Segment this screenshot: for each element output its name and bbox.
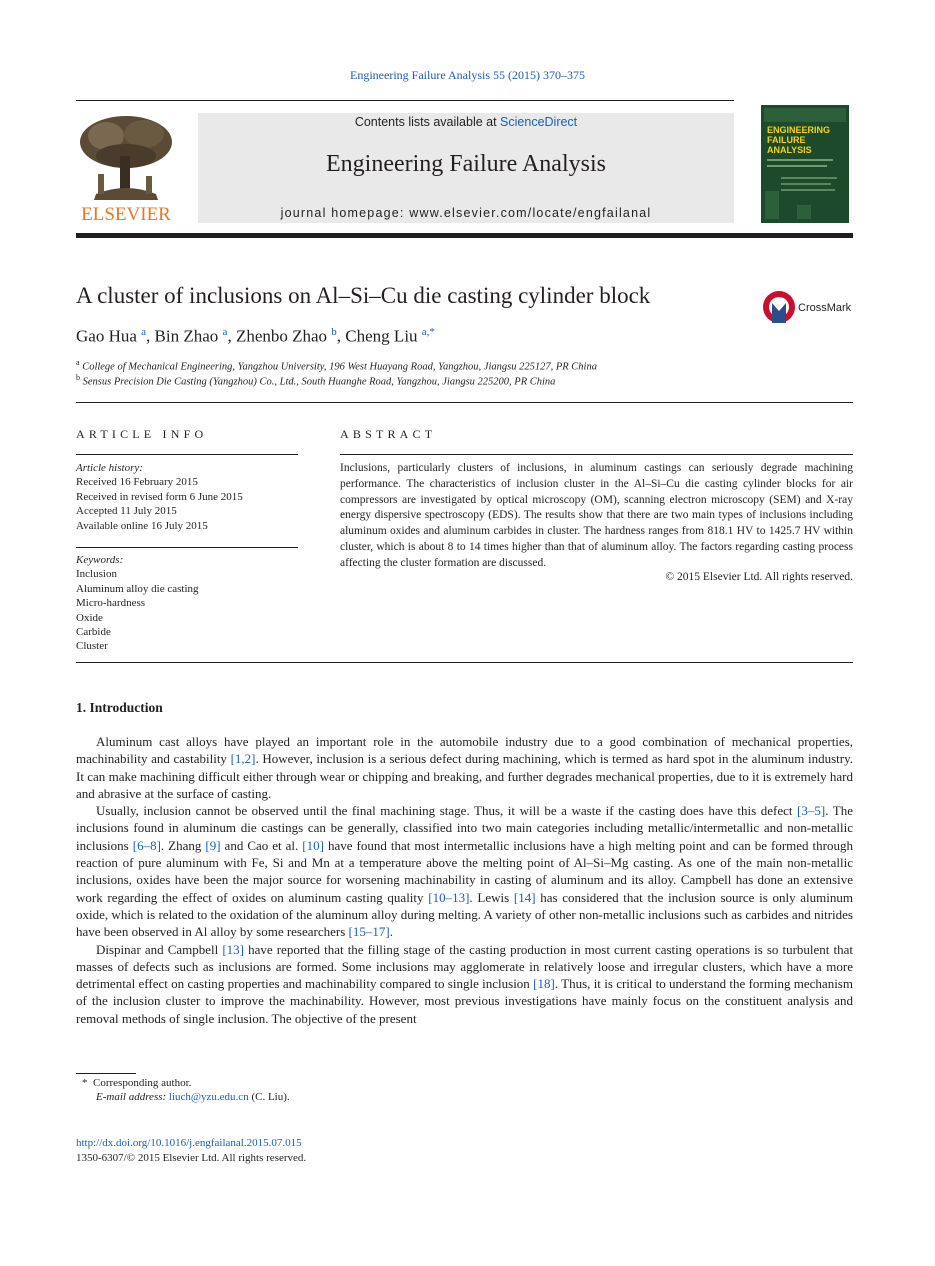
cover-title-line-3: ANALYSIS [767,145,812,155]
paragraph-text: . Zhang [160,837,206,853]
keyword: Oxide [76,611,103,624]
doi-link[interactable] [76,1137,302,1149]
elsevier-wordmark: ELSEVIER [81,204,171,224]
crossmark-label: CrossMark [798,302,852,314]
paragraph-text: Usually, inclusion cannot be observed until the final machining stage. Thus, it will be a waste if the casting does have this defect [96,803,798,819]
keyword: Aluminum alloy die casting [76,582,199,595]
article-info-rule [76,454,298,455]
paragraph-text: have found that most intermetallic inclusions have a high melting point and can be formed through reaction of pure aluminum with Fe, Si and Mn at a temperature above the melting point of Al–Si–Mg casting. As one of the main non-metallic inclusions, oxides have been the major source for worsening machinability in casting of aluminum and its alloy. Campbell has done an extensive work regarding the effect of oxides on aluminum casting quality [76,837,853,905]
paragraph-text: Dispinar and Campbell [96,941,223,957]
contents-line [198,115,734,129]
tree-icon [80,116,172,200]
history-item: Accepted 11 July 2015 [76,505,177,518]
author-affiliation-mark[interactable]: a [222,326,228,338]
sciencedirect-link[interactable]: ScienceDirect [500,115,578,129]
paragraph [76,802,853,940]
affiliation-key: a [76,358,80,367]
keyword: Carbide [76,626,111,639]
paragraph-text: have reported that the filling stage of the casting production in most current casting operations is so turbulent that masses of defects such as inclusions are formed. Some inclusions may agglomerate in relatively loose and irregular clusters, which have a more detrimental effect on casting properties and machinability compared to single inclusion [76,941,853,992]
cover-title-line-1: ENGINEERING [767,125,831,135]
keyword: Cluster [76,640,108,653]
paragraph-text: has considered that the inclusion source is only aluminum oxide, which is related to the oxidation of the aluminum alloy during melting. A variety of other non-metallic inclusions such as carbides and nitrides have been observed in Al alloy by some researchers [76,889,854,940]
footnote-corresponding-text: Corresponding author. [93,1077,192,1089]
crossmark-icon [763,291,795,323]
journal-name: Engineering Failure Analysis [326,151,606,177]
author-name: Zhenbo Zhao [235,326,328,346]
paragraph-text: . Thus, it is critical to understand the forming mechanism of the inclusion cluster to improve the machinability. However, most previous investigations have mainly focus on the constituent analysis and removal methods of single inclusion. The objective of the present [76,976,853,1026]
elsevier-tree-logo[interactable] [76,112,176,224]
author-affiliation-mark[interactable]: b [331,326,337,338]
affiliation-rule [76,402,853,403]
journal-homepage[interactable]: journal homepage: www.elsevier.com/locate/engfailanal [280,206,652,220]
citation-reference-link[interactable]: [14] [513,889,536,905]
issn-line: 1350-6307/© 2015 Elsevier Ltd. All rights reserved. [76,1152,307,1164]
author-list: Gao Hua $^a$, Bin Zhao $^a$, Zhenbo Zhao $^b$, Cheng Liu $^{a,*}$ [76,326,435,346]
cover-title-line-2: FAILURE [767,135,806,145]
body-text [76,733,853,1027]
article-history [76,461,243,533]
citation-reference-link[interactable]: [13] [222,941,245,957]
paragraph-text: . However, inclusion is a serious defect during machining, which is termed as hard spot in the aluminum industry. It can make machining difficult either through wear or chipping and breaking, and further degrades mechanical properties, due to it is extremely hard and abrasive at the surface of casting. [76,751,853,801]
email-link[interactable]: liuch@yzu.edu.cn [168,1091,249,1103]
paragraph-text: . [389,924,393,940]
article-info-heading: ARTICLE INFO [76,427,208,441]
citation-reference-link[interactable]: [10] [302,837,324,853]
affiliation-text: College of Mechanical Engineering, Yangzhou University, 196 West Huayang Road, Yangzhou, Jiangsu 225127, PR China [82,361,597,373]
citation-reference-link[interactable]: [1,2] [230,751,256,767]
footnote-corresponding [82,1077,191,1089]
footnote-email [96,1091,290,1103]
citation-reference-link[interactable]: [18] [533,976,555,992]
footnote-rule [76,1073,136,1074]
email-suffix: (C. Liu). [248,1091,290,1103]
footnote-star: * [82,1077,88,1089]
paragraph-text: . The inclusions found in aluminum die castings can be generally, classified into two main categories including metallic/intermetallic and non-metallic inclusions [76,803,853,853]
keyword: Inclusion [76,568,117,581]
paragraph-text: Aluminum cast alloys have played an important role in the automobile industry due to a good combination of mechanical properties, machinability and castability [76,734,853,767]
author-affiliation-mark[interactable]: a [141,326,147,338]
article-title: A cluster of inclusions on Al–Si–Cu die casting cylinder block [76,283,651,308]
affiliation-b [76,373,555,388]
paragraph [76,733,853,802]
author-affiliation-mark[interactable]: a,* [421,326,435,338]
keywords-label: Keywords: [76,554,124,566]
author-name: Bin Zhao [154,326,219,346]
journal-cover-thumbnail[interactable] [761,105,849,223]
paragraph [76,941,853,1027]
citation-reference-link[interactable]: [15–17] [348,924,390,940]
paragraph-text: . Lewis [469,889,514,905]
author-name: Cheng Liu [345,326,418,346]
abstract-text: Inclusions, particularly clusters of inclusions, in aluminum castings can seriously degrade machining performance. The characteristics of inclusion cluster in the Al–Si–Cu die casting cylinder blocks for air compressors are investigated by optical microscopy (OM), scanning electron microscopy (SEM) and X-ray energy dispersive spectroscopy (EDS). The results show that there are two main types of inclusions including aluminum oxides and aluminum carbides in cluster. The hardness ranges from 818.1 HV to 1425.7 HV within cluster, which is about 8 to 14 times higher than that of aluminum alloy. The factors regarding casting process affecting the cluster formation are discussed. [340,462,853,569]
affiliation-a [76,358,597,373]
abstract-rule [340,454,853,455]
citation-reference-link[interactable]: [10–13] [428,889,470,905]
history-item: Received 16 February 2015 [76,476,198,489]
journal-citation[interactable]: Engineering Failure Analysis 55 (2015) 370–375 [350,68,585,82]
paragraph-text: and Cao et al. [220,837,303,853]
header-rule [76,100,734,101]
abstract-bottom-rule [76,662,853,663]
history-item: Received in revised form 6 June 2015 [76,490,243,503]
contents-prefix: Contents lists available at [354,115,501,129]
email-label: E-mail address: [96,1091,167,1103]
history-item: Available online 16 July 2015 [76,519,208,532]
keywords-list [76,553,199,654]
keywords-rule [76,547,298,548]
affiliation-text: Sensus Precision Die Casting (Yangzhou) Co., Ltd., South Huanghe Road, Yangzhou, Jiangsu 225200, PR China [82,376,556,388]
abstract-heading: ABSTRACT [340,427,437,441]
citation-reference-link[interactable]: [3–5] [797,803,826,819]
masthead-thick-rule [76,233,853,238]
crossmark-badge[interactable] [762,289,854,325]
section-heading-introduction: 1. Introduction [76,700,163,715]
keyword: Micro-hardness [76,597,146,610]
affiliation-key: b [76,373,80,382]
history-label: Article history: [76,462,143,474]
doi-text[interactable]: http://dx.doi.org/10.1016/j.engfailanal.2015.07.015 [76,1137,302,1149]
citation-reference-link[interactable]: [6–8] [132,837,161,853]
citation-reference-link[interactable]: [9] [205,837,221,853]
abstract-copyright: © 2015 Elsevier Ltd. All rights reserved. [665,571,853,583]
author-name: Gao Hua [76,326,137,346]
